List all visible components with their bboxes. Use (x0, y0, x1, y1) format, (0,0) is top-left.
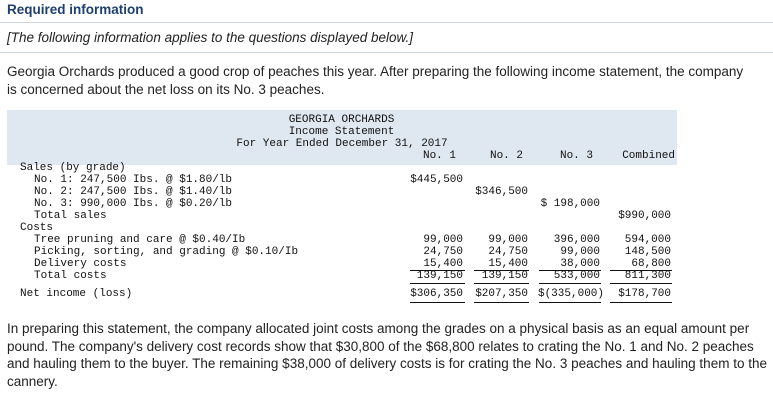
column-header-combined: Combined (622, 150, 675, 162)
subtotal-rule (539, 283, 601, 284)
cost-value: 99,000 (560, 246, 600, 258)
required-information-heading: Required information (7, 2, 144, 17)
cost-row-label: Tree pruning and care @ $0.40/Ib (34, 234, 246, 246)
total-costs-label: Total costs (34, 270, 107, 282)
column-header-no1: No. 1 (422, 150, 456, 162)
cost-value: 15,400 (488, 258, 528, 270)
cost-value: 15,400 (423, 258, 463, 270)
cost-value: 24,750 (488, 246, 528, 258)
total-costs-value: 139,150 (416, 270, 463, 282)
cost-value: 24,750 (423, 246, 463, 258)
income-statement (7, 110, 677, 310)
column-header-no3: No. 3 (559, 150, 593, 162)
company-name: GEORGIA ORCHARDS (288, 114, 395, 126)
net-income-value: $207,350 (475, 288, 528, 300)
total-sales-label: Total sales (34, 210, 107, 222)
statement-period: For Year Ended December 31, 2017 (236, 138, 448, 150)
net-income-value: $178,700 (618, 288, 671, 300)
cost-value: 148,500 (624, 246, 671, 258)
net-income-value: $(335,000) (537, 288, 604, 300)
intro-note: [The following information applies to the questions displayed below.] (7, 30, 413, 45)
statement-title: Income Statement (288, 126, 395, 138)
total-costs-value: 139,150 (481, 270, 528, 282)
total-costs-value: 811,300 (624, 270, 671, 282)
sales-row-value: $445,500 (410, 174, 463, 186)
subtotal-rule (610, 283, 672, 284)
cost-value: 594,000 (624, 234, 671, 246)
subtotal-rule (474, 283, 529, 284)
sales-row-label: No. 2: 247,500 Ibs. @ $1.40/lb (34, 186, 233, 198)
problem-paragraph: Georgia Orchards produced a good crop of peaches this year. After preparing the following income statement, the company is concerned about the net loss on its No. 3 peaches. (7, 64, 744, 97)
net-income-label: Net income (loss) (20, 288, 133, 300)
column-header-no2: No. 2 (489, 150, 523, 162)
cost-value: 68,800 (631, 258, 671, 270)
total-costs-value: 533,000 (553, 270, 600, 282)
cost-value: 99,000 (488, 234, 528, 246)
total-rule (410, 302, 465, 303)
divider (0, 22, 773, 23)
subtotal-rule (410, 283, 465, 284)
total-sales-value: $990,000 (618, 210, 671, 222)
total-rule (474, 302, 529, 303)
cost-value: 38,000 (560, 258, 600, 270)
total-rule (610, 302, 672, 303)
sales-row-value: $ 198,000 (540, 198, 600, 210)
cost-value: 396,000 (553, 234, 600, 246)
divider (0, 52, 773, 53)
sales-heading: Sales (by grade) (20, 162, 126, 174)
total-rule (539, 302, 601, 303)
sales-row-label: No. 3: 990,000 Ibs. @ $0.20/lb (34, 198, 233, 210)
costs-heading: Costs (20, 222, 54, 234)
sales-row-value: $346,500 (475, 186, 528, 198)
cost-row-label: Delivery costs (34, 258, 127, 270)
sales-row-label: No. 1: 247,500 Ibs. @ $1.80/lb (34, 174, 233, 186)
cost-value: 99,000 (423, 234, 463, 246)
net-income-value: $306,350 (410, 288, 463, 300)
explanation-paragraph: In preparing this statement, the company allocated joint costs among the grades on a physical basis as an equal amount per pound. The company's delivery cost records show that $30,800 of the $68,800 relates to crating the No. 1 and No. 2 peaches and hauling them to the buyer. The remaining $38,000 of delivery costs is for crating the No. 3 peaches and hauling them to the cannery. (7, 321, 767, 389)
cost-row-label: Picking, sorting, and grading @ $0.10/Ib (34, 246, 299, 258)
